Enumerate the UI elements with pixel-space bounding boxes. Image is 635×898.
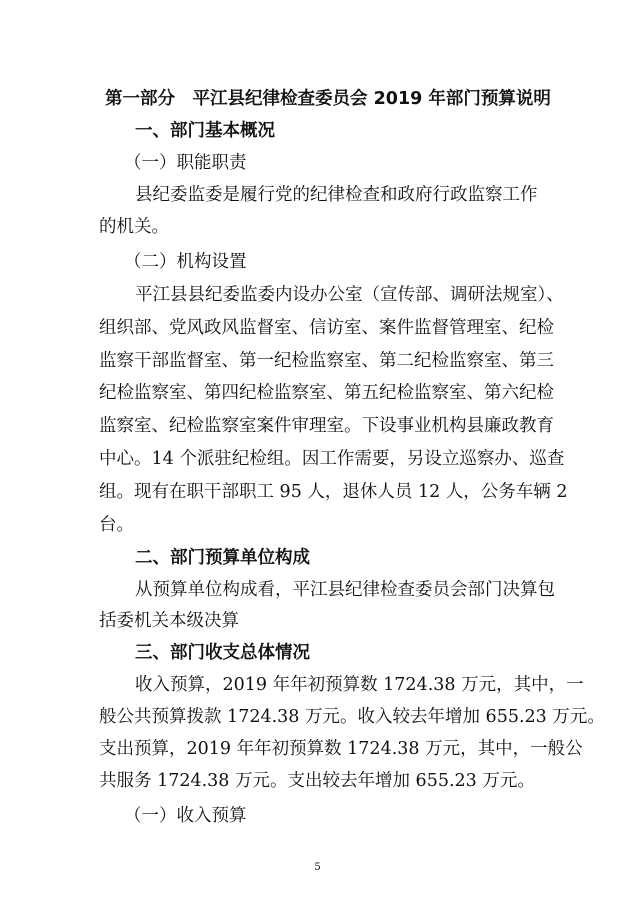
paragraph-line: 的机关。 bbox=[99, 217, 169, 237]
paragraph-line: 收入预算，2019 年年初预算数 1724.38 万元，其中，一 bbox=[135, 675, 584, 695]
section-heading-revenue-expenditure: 三、部门收支总体情况 bbox=[135, 643, 310, 663]
paragraph-line: 括委机关本级决算 bbox=[99, 611, 239, 631]
paragraph-line: 监察干部监督室、第一纪检监察室、第二纪检监察室、第三 bbox=[99, 351, 554, 371]
paragraph-line: 共服务 1724.38 万元。支出较去年增加 655.23 万元。 bbox=[99, 771, 535, 791]
paragraph-line: 组。现有在职干部职工 95 人，退休人员 12 人，公务车辆 2 bbox=[99, 482, 568, 502]
paragraph-line: 组织部、党风政风监督室、信访室、案件监督管理室、纪检 bbox=[99, 318, 554, 338]
paragraph-line: 平江县县纪委监委内设办公室（宣传部、调研法规室）、 bbox=[135, 285, 564, 305]
paragraph-line: 纪检监察室、第四纪检监察室、第五纪检监察室、第六纪检 bbox=[99, 383, 554, 403]
paragraph-line: 中心。14 个派驻纪检组。因工作需要，另设立巡察办、巡查 bbox=[99, 449, 565, 469]
section-heading-basic-overview: 一、部门基本概况 bbox=[135, 121, 275, 141]
subsection-heading-functions: （一）职能职责 bbox=[124, 153, 247, 173]
paragraph-line: 般公共预算拨款 1724.38 万元。收入较去年增加 655.23 万元。 bbox=[99, 707, 605, 727]
subsection-heading-revenue-budget: （一）收入预算 bbox=[124, 806, 247, 826]
subsection-heading-organization: （二）机构设置 bbox=[124, 252, 247, 272]
paragraph-line: 监察室、纪检监察室案件审理室。下设事业机构县廉政教育 bbox=[99, 416, 554, 436]
paragraph-line: 支出预算，2019 年年初预算数 1724.38 万元，其中，一般公 bbox=[99, 739, 583, 759]
paragraph-line: 台。 bbox=[99, 515, 134, 535]
paragraph-line: 县纪委监委是履行党的纪律检查和政府行政监察工作 bbox=[135, 185, 538, 205]
section-heading-budget-units: 二、部门预算单位构成 bbox=[135, 548, 310, 568]
page-number: 5 bbox=[314, 862, 321, 873]
document-title: 第一部分 平江县纪律检查委员会 2019 年部门预算说明 bbox=[105, 89, 551, 109]
paragraph-line: 从预算单位构成看，平江县纪律检查委员会部门决算包 bbox=[135, 580, 555, 600]
